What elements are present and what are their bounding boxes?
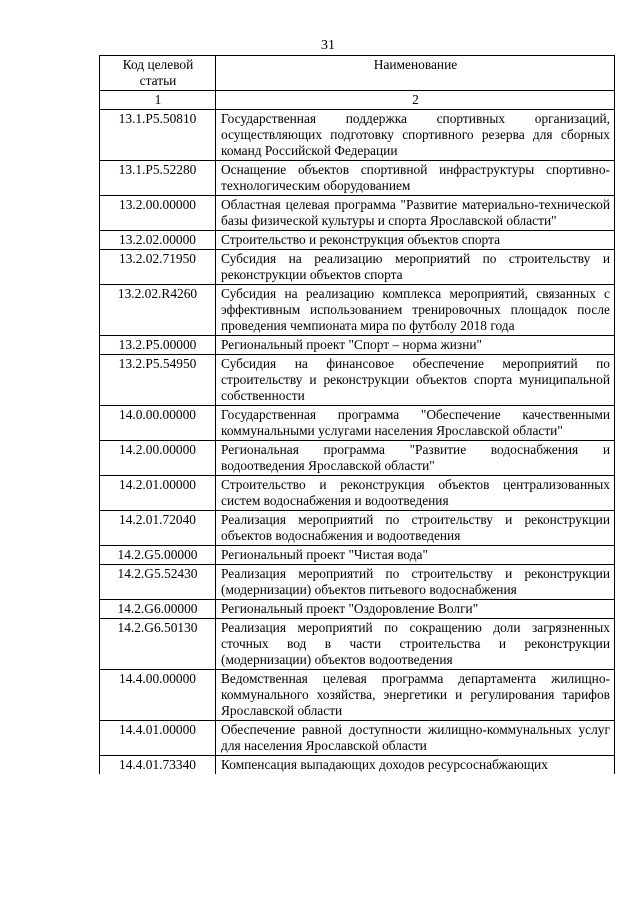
row-name: Компенсация выпадающих доходов ресурсоснабжающих	[216, 756, 615, 775]
table-row	[100, 600, 615, 619]
row-code: 14.2.01.72040	[100, 511, 216, 546]
row-code: 13.2.02.00000	[100, 231, 216, 250]
row-name: Строительство и реконструкция объектов централизованных систем водоснабжения и водоотведения	[216, 476, 615, 511]
table-row	[100, 250, 615, 285]
row-name: Реализация мероприятий по сокращению доли загрязненных сточных вод в части строительства и реконструкции (модернизации) объектов водоотведения	[216, 619, 615, 670]
table-row	[100, 476, 615, 511]
column-number-code: 1	[100, 91, 216, 110]
row-code: 13.1.P5.52280	[100, 161, 216, 196]
row-code: 14.0.00.00000	[100, 406, 216, 441]
table-row	[100, 441, 615, 476]
target-articles-table	[99, 55, 615, 774]
table-row	[100, 336, 615, 355]
row-code: 13.2.02.R4260	[100, 285, 216, 336]
row-name: Государственная программа "Обеспечение качественными коммунальными услугами населения Ярославской области"	[216, 406, 615, 441]
column-number-row	[100, 91, 615, 110]
row-code: 13.2.00.00000	[100, 196, 216, 231]
row-code: 14.2.G6.00000	[100, 600, 216, 619]
row-name: Региональный проект "Чистая вода"	[216, 546, 615, 565]
table-row	[100, 756, 615, 775]
row-name: Ведомственная целевая программа департамента жилищно-коммунального хозяйства, энергетики и регулирования тарифов Ярославской области	[216, 670, 615, 721]
row-name: Обеспечение равной доступности жилищно-коммунальных услуг для населения Ярославской области	[216, 721, 615, 756]
table-row	[100, 721, 615, 756]
row-code: 14.2.00.00000	[100, 441, 216, 476]
table-row	[100, 619, 615, 670]
row-code: 14.4.01.00000	[100, 721, 216, 756]
row-name: Областная целевая программа "Развитие материально-технической базы физической культуры и спорта Ярославской области"	[216, 196, 615, 231]
table-body	[100, 110, 615, 775]
table-row	[100, 511, 615, 546]
table-row	[100, 161, 615, 196]
row-name: Оснащение объектов спортивной инфраструктуры спортивно-технологическим оборудованием	[216, 161, 615, 196]
table-header-row	[100, 56, 615, 91]
row-code: 13.2.P5.54950	[100, 355, 216, 406]
row-code: 13.2.02.71950	[100, 250, 216, 285]
table-row	[100, 546, 615, 565]
table-row	[100, 231, 615, 250]
table-row	[100, 565, 615, 600]
row-name: Государственная поддержка спортивных организаций, осуществляющих подготовку спортивного резерва для сборных команд Российской Федерации	[216, 110, 615, 161]
row-code: 13.1.P5.50810	[100, 110, 216, 161]
page-number: 31	[321, 38, 335, 53]
row-name: Субсидия на финансовое обеспечение мероприятий по строительству и реконструкции объектов спорта муниципальной собственности	[216, 355, 615, 406]
row-name: Реализация мероприятий по строительству и реконструкции объектов водоснабжения и водоотведения	[216, 511, 615, 546]
row-name: Региональный проект "Оздоровление Волги"	[216, 600, 615, 619]
column-header-name: Наименование	[216, 56, 615, 91]
row-name: Субсидия на реализацию комплекса мероприятий, связанных с эффективным использованием тренировочных площадок после проведения чемпионата мира по футболу 2018 года	[216, 285, 615, 336]
table-row	[100, 406, 615, 441]
row-code: 14.2.01.00000	[100, 476, 216, 511]
row-name: Региональный проект "Спорт – норма жизни"	[216, 336, 615, 355]
row-code: 13.2.P5.00000	[100, 336, 216, 355]
row-name: Реализация мероприятий по строительству и реконструкции (модернизации) объектов питьевого водоснабжения	[216, 565, 615, 600]
table-row	[100, 670, 615, 721]
row-code: 14.4.00.00000	[100, 670, 216, 721]
table-row	[100, 285, 615, 336]
row-code: 14.2.G5.00000	[100, 546, 216, 565]
row-code: 14.4.01.73340	[100, 756, 216, 775]
row-code: 14.2.G5.52430	[100, 565, 216, 600]
row-code: 14.2.G6.50130	[100, 619, 216, 670]
table-row	[100, 110, 615, 161]
table-row	[100, 196, 615, 231]
row-name: Субсидия на реализацию мероприятий по строительству и реконструкции объектов спорта	[216, 250, 615, 285]
table-row	[100, 355, 615, 406]
column-number-name: 2	[216, 91, 615, 110]
column-header-code: Код целевой статьи	[100, 56, 216, 91]
row-name: Региональная программа "Развитие водоснабжения и водоотведения Ярославской области"	[216, 441, 615, 476]
row-name: Строительство и реконструкция объектов спорта	[216, 231, 615, 250]
